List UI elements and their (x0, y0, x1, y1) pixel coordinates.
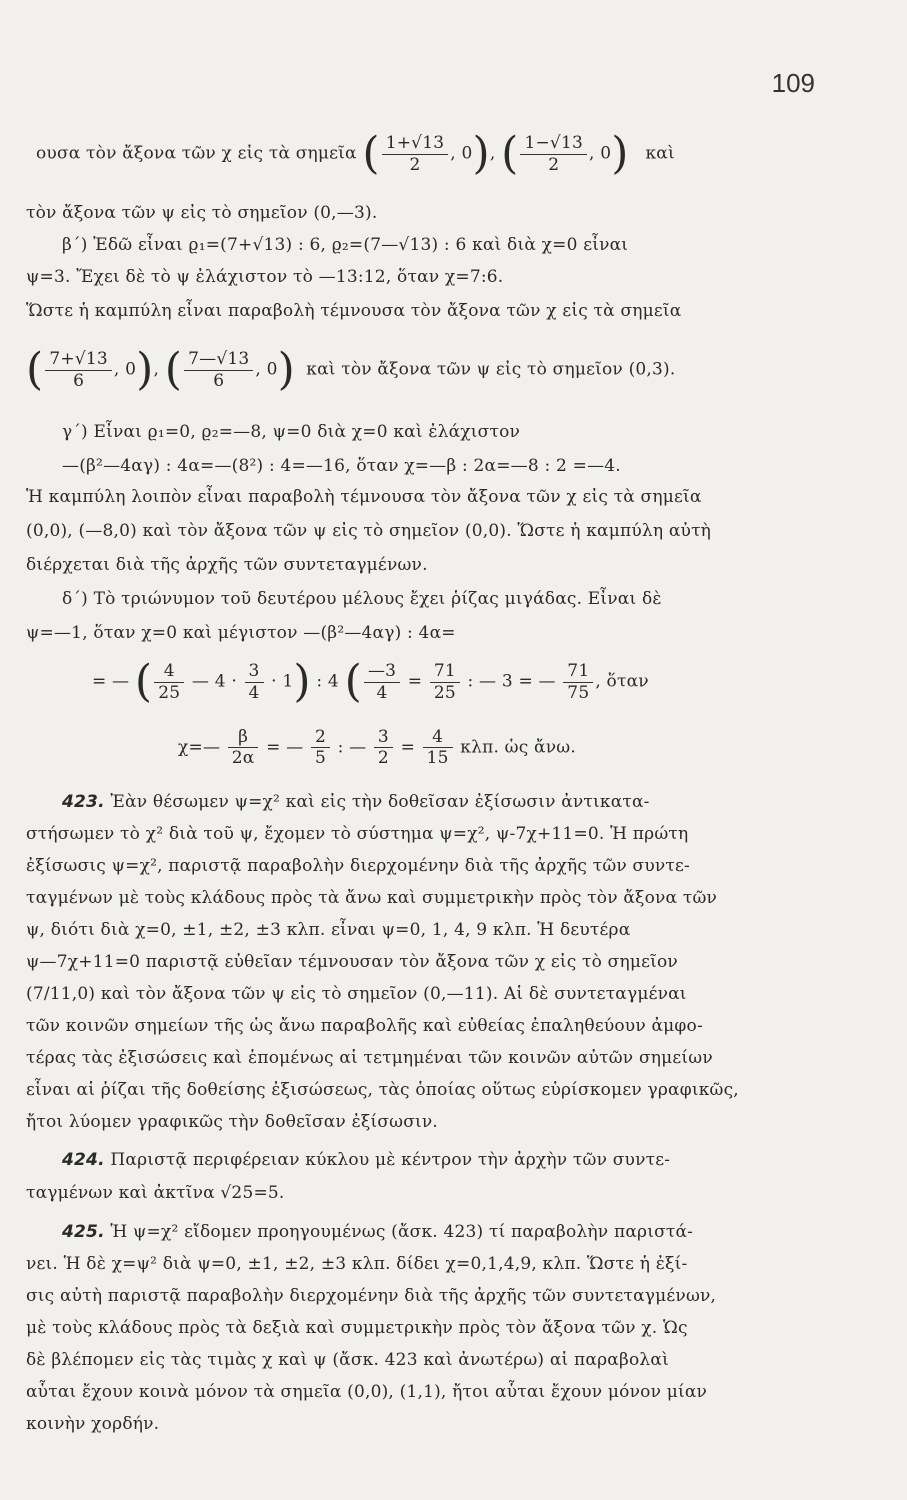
paren: ( (164, 344, 183, 395)
text-span: χ=— (178, 737, 221, 758)
fraction (563, 661, 593, 703)
frac-den: 15 (426, 748, 449, 769)
paren: ( (344, 656, 362, 707)
text-line: μὲ τοὺς κλάδους πρὸς τὰ δεξιὰ καὶ συμμετρικὴν πρὸς τὸν ἄξονα τῶν χ. Ὡς (26, 1318, 688, 1338)
frac-den: 2 (377, 748, 389, 769)
fraction (311, 727, 330, 769)
frac-den: 75 (567, 682, 590, 703)
paren: ( (26, 344, 44, 395)
fraction (520, 133, 587, 175)
text-span: Παριστᾷ περιφέρειαν κύκλου μὲ κέντρον τὴν ἀρχὴν τῶν συντε- (110, 1150, 671, 1170)
frac-den: 25 (433, 682, 456, 703)
text-span: = — (266, 737, 304, 758)
text-line: —(β²—4αγ) : 4α=—(8²) : 4=—16, ὅταν χ=—β : 2α=—8 : 2 =—4. (62, 456, 621, 476)
frac-num: 2 (311, 727, 330, 748)
text-line: κοινὴν χορδήν. (26, 1414, 160, 1434)
text-span: — 4 · (191, 671, 237, 692)
text-line: (0,0), (—8,0) καὶ τὸν ἄξονα τῶν ψ εἰς τὸ σημεῖον (0,0). Ὥστε ἡ καμπύλη αὐτὴ (26, 521, 712, 541)
text-line: αὗται ἔχουν κοινὰ μόνον τὰ σημεῖα (0,0), (1,1), ἤτοι αὗται ἔχουν μόνον μίαν (26, 1382, 708, 1402)
text-line: δὲ βλέπομεν εἰς τὰς τιμὰς χ καὶ ψ (ἄσκ. 423 καὶ ἀνωτέρω) αἱ παραβολαὶ (26, 1350, 669, 1370)
frac-num: —3 (364, 661, 400, 682)
paren: ( (362, 128, 380, 179)
text-line: διέρχεται διὰ τῆς ἀρχῆς τῶν συντεταγμένων. (26, 555, 428, 575)
paren: ( (501, 128, 519, 179)
frac-den: 4 (376, 682, 388, 703)
frac-num: 1−√13 (520, 133, 587, 154)
text-line: ( $\frac{7+√13}{6}$ , 0), ( $\frac{7—√13}{6}$ , 0) καὶ τὸν ἄξονα τῶν ψ εἰς τὸ σημεῖον (0,3). (26, 344, 676, 395)
text-line: τῶν κοινῶν σημείων τῆς ὡς ἄνω παραβολῆς καὶ εὐθείας ἐπαληθεύουν ἀμφο- (26, 1016, 703, 1036)
text-span: 0 (600, 143, 612, 164)
text-span: = (400, 737, 416, 758)
paren: ) (472, 128, 490, 179)
text-line: (7/11,0) καὶ τὸν ἄξονα τῶν ψ εἰς τὸ σημεῖον (0,—11). Αἱ δὲ συντεταγμέναι (26, 984, 687, 1004)
text-span: · 1 (271, 671, 294, 692)
text-line: ταγμένων μὲ τοὺς κλάδους πρὸς τὰ ἄνω καὶ συμμετρικὴν πρὸς τὸν ἄξονα τῶν (26, 888, 718, 908)
text-line: ψ=3. Ἔχει δὲ τὸ ψ ἐλάχιστον τὸ —13:12, ὅταν χ=7:6. (26, 267, 504, 287)
text-line: Ἡ καμπύλη λοιπὸν εἶναι παραβολὴ τέμνουσα τὸν ἄξονα τῶν χ εἰς τὰ σημεῖα (26, 487, 702, 507)
frac-num: 71 (563, 661, 593, 682)
text-line: Ὥστε ἡ καμπύλη εἶναι παραβολὴ τέμνουσα τὸν ἄξονα τῶν χ εἰς τὰ σημεῖα (26, 301, 682, 321)
text-span: = (407, 671, 423, 692)
text-line: ψ, διότι διὰ χ=0, ±1, ±2, ±3 κλπ. εἶναι ψ=0, 1, 4, 9 κλπ. Ἡ δευτέρα (26, 920, 631, 940)
text-line: νει. Ἡ δὲ χ=ψ² διὰ ψ=0, ±1, ±2, ±3 κλπ. δίδει χ=0,1,4,9, κλπ. Ὥστε ἡ ἐξί- (26, 1254, 688, 1274)
text-span: καὶ τὸν ἄξονα τῶν ψ εἰς τὸ σημεῖον (0,3). (306, 359, 676, 380)
fraction (184, 349, 253, 391)
frac-den: 2α (231, 748, 255, 769)
text-line (62, 1222, 693, 1242)
fraction (374, 727, 393, 769)
page-number: 109 (771, 68, 815, 98)
text-span: = — (92, 671, 130, 692)
text-line (62, 1150, 670, 1170)
frac-num: β (228, 727, 259, 748)
text-span: : — 3 = — (467, 671, 556, 692)
text-line: ἤτοι λύομεν γραφικῶς τὴν δοθεῖσαν ἐξίσωσιν. (26, 1112, 439, 1132)
fraction (45, 349, 112, 391)
equation-line (92, 656, 649, 707)
fraction (382, 133, 449, 175)
equation-line (178, 727, 576, 769)
fraction (423, 727, 453, 769)
frac-den: 2 (548, 154, 560, 175)
text-span: Ἐὰν θέσωμεν ψ=χ² καὶ εἰς τὴν δοθεῖσαν ἐξίσωσιν ἀντικατα- (110, 792, 650, 812)
text-span: ουσα τὸν ἄξονα τῶν χ εἰς τὰ σημεῖα (36, 143, 357, 164)
text-line (62, 792, 650, 812)
text-span: καὶ (645, 143, 675, 164)
fraction (154, 661, 184, 703)
text-line: δ΄) Τὸ τριώνυμον τοῦ δευτέρου μέλους ἔχει ῥίζας μιγάδας. Εἶναι δὲ (62, 589, 662, 609)
frac-den: 2 (409, 154, 421, 175)
exercise-number: 423. (62, 792, 105, 812)
frac-num: 4 (154, 661, 184, 682)
text-span: 0 (461, 143, 473, 164)
paren: ) (136, 344, 154, 395)
fraction (228, 727, 259, 769)
frac-den: 6 (213, 370, 225, 391)
text-span: κλπ. ὡς ἄνω. (460, 737, 576, 758)
text-line: ψ—7χ+11=0 παριστᾷ εὐθεῖαν τέμνουσαν τὸν ἄξονα τῶν χ εἰς τὸ σημεῖον (26, 952, 678, 972)
text-line: ουσα τὸν ἄξονα τῶν χ εἰς τὰ σημεῖα ( $\frac{1+√13}{2}$ , 0), ( $\frac{1-√13}{2}$ , 0) καὶ (36, 128, 675, 179)
frac-num: 1+√13 (382, 133, 449, 154)
text-span: 0 (266, 359, 278, 380)
frac-num: 3 (245, 661, 264, 682)
paren: ) (293, 656, 311, 707)
paren: ) (611, 128, 629, 179)
text-line: σις αὐτὴ παριστᾷ παραβολὴν διερχομένην διὰ τῆς ἀρχῆς τῶν συντεταγμένων, (26, 1286, 717, 1306)
text-line: τὸν ἄξονα τῶν ψ εἰς τὸ σημεῖον (0,—3). (26, 203, 378, 223)
frac-num: 4 (423, 727, 453, 748)
text-span: : — (337, 737, 367, 758)
paren: ) (277, 344, 296, 395)
frac-den: 4 (248, 682, 260, 703)
text-span: , ὅταν (595, 671, 649, 692)
frac-den: 25 (158, 682, 181, 703)
exercise-number: 424. (62, 1150, 105, 1170)
fraction (364, 661, 400, 703)
text-line: ψ=—1, ὅταν χ=0 καὶ μέγιστον —(β²—4αγ) : 4α= (26, 623, 456, 643)
text-span: : 4 (316, 671, 339, 692)
frac-num: 7+√13 (45, 349, 112, 370)
text-line: ταγμένων καὶ ἀκτῖνα √25=5. (26, 1183, 285, 1203)
frac-den: 5 (314, 748, 326, 769)
frac-num: 3 (374, 727, 393, 748)
fraction (245, 661, 264, 703)
text-line: γ΄) Εἶναι ϱ₁=0, ϱ₂=—8, ψ=0 διὰ χ=0 καὶ ἐλάχιστον (62, 422, 521, 442)
text-span: 0 (125, 359, 137, 380)
exercise-number: 425. (62, 1222, 105, 1242)
text-line: στήσωμεν τὸ χ² διὰ τοῦ ψ, ἔχομεν τὸ σύστημα ψ=χ², ψ-7χ+11=0. Ἡ πρώτη (26, 824, 689, 844)
text-line: ἐξίσωσις ψ=χ², παριστᾷ παραβολὴν διερχομένην διὰ τῆς ἀρχῆς τῶν συντε- (26, 856, 690, 876)
frac-num: 71 (430, 661, 460, 682)
text-span: Ἡ ψ=χ² εἴδομεν προηγουμένως (ἄσκ. 423) τί παραβολὴν παριστά- (110, 1222, 694, 1242)
frac-num: 7—√13 (184, 349, 253, 370)
fraction (430, 661, 460, 703)
text-line: τέρας τὰς ἐξισώσεις καὶ ἑπομένως αἱ τετμημέναι τῶν κοινῶν αὐτῶν σημείων (26, 1048, 713, 1068)
paren: ( (134, 656, 153, 707)
text-line: β΄) Ἐδῶ εἶναι ϱ₁=(7+√13) : 6, ϱ₂=(7—√13) : 6 καὶ διὰ χ=0 εἶναι (62, 235, 629, 255)
text-line: εἶναι αἱ ῥίζαι τῆς δοθείσης ἐξισώσεως, τὰς ὁποίας οὕτως εὑρίσκομεν γραφικῶς, (26, 1080, 739, 1100)
frac-den: 6 (73, 370, 85, 391)
